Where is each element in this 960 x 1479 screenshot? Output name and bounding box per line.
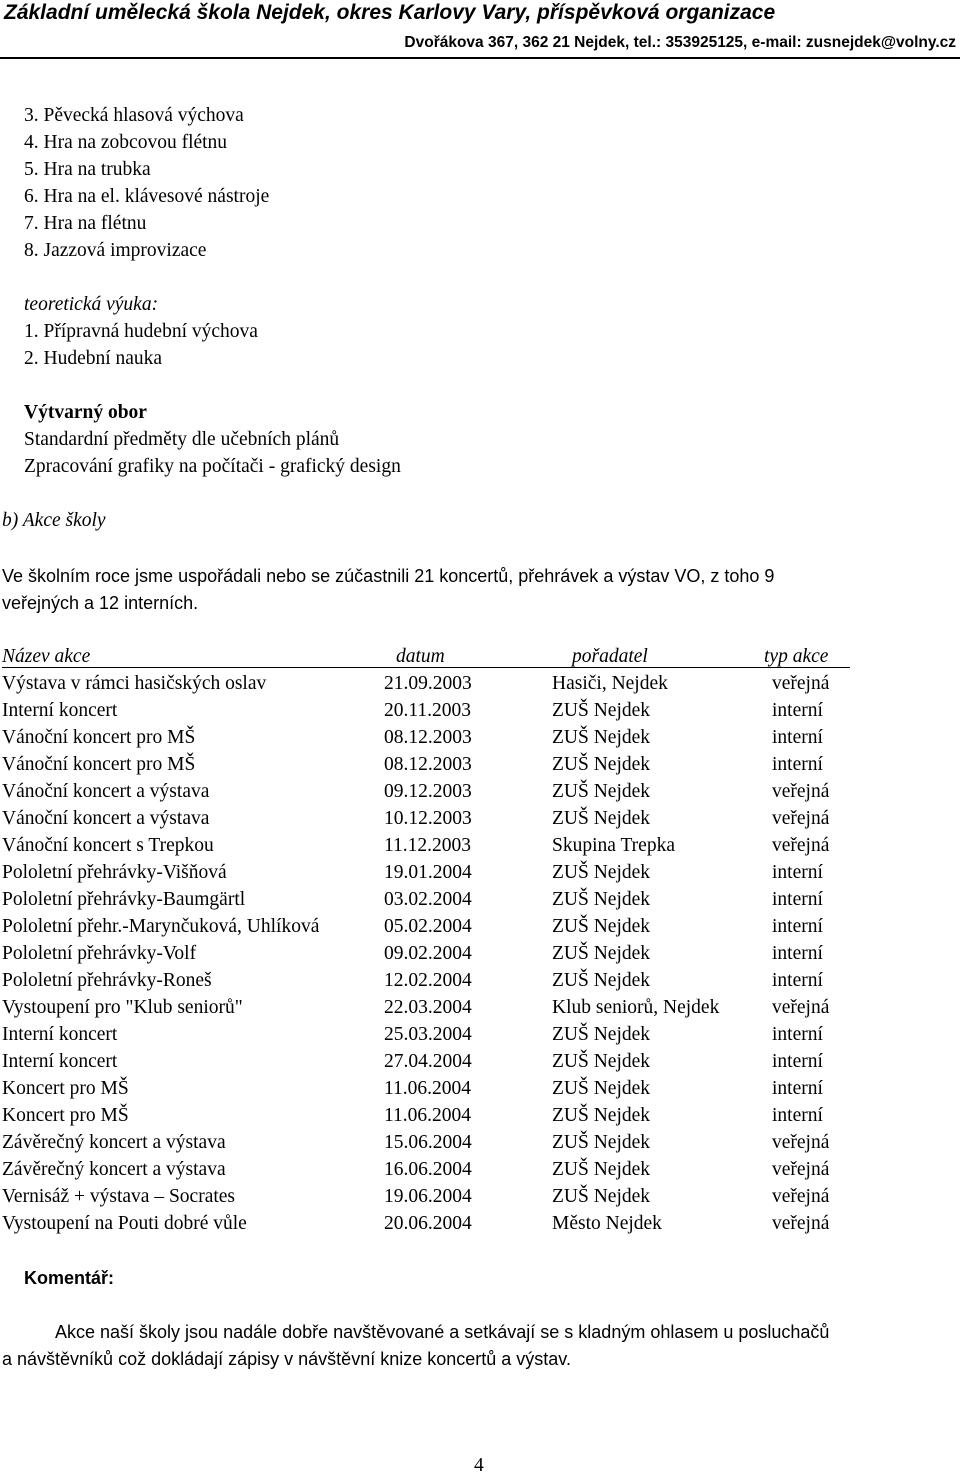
table-row	[0, 1021, 960, 1048]
list-item: 6. Hra na el. klávesové nástroje	[24, 186, 270, 207]
event-name: Interní koncert	[2, 700, 118, 721]
event-name: Pololetní přehr.-Marynčuková, Uhlíková	[2, 916, 320, 937]
event-type: interní	[772, 727, 823, 748]
header-divider	[0, 57, 960, 59]
event-organizer: Skupina Trepka	[552, 835, 675, 856]
event-organizer: ZUŠ Nejdek	[552, 781, 651, 802]
event-type: interní	[772, 916, 823, 937]
event-type: interní	[772, 862, 823, 883]
table-row	[0, 859, 960, 886]
column-header-name: Název akce	[2, 646, 91, 667]
table-row	[0, 1048, 960, 1075]
event-name: Pololetní přehrávky-Višňová	[2, 862, 227, 883]
school-address: Dvořákova 367, 362 21 Nejdek, tel.: 353925125, e-mail: zusnejdek@volny.cz	[404, 34, 956, 51]
table-row	[0, 886, 960, 913]
event-organizer: ZUŠ Nejdek	[552, 1024, 651, 1045]
event-type: interní	[772, 970, 823, 991]
event-organizer: ZUŠ Nejdek	[552, 754, 651, 775]
table-row	[0, 913, 960, 940]
list-item: 3. Pěvecká hlasová výchova	[24, 105, 244, 126]
event-type: interní	[772, 1105, 823, 1126]
event-date: 19.01.2004	[384, 862, 472, 883]
event-organizer: ZUŠ Nejdek	[552, 970, 651, 991]
table-row	[0, 994, 960, 1021]
event-date: 15.06.2004	[384, 1132, 472, 1153]
event-name: Pololetní přehrávky-Baumgärtl	[2, 889, 246, 910]
event-date: 09.02.2004	[384, 943, 472, 964]
event-name: Koncert pro MŠ	[2, 1105, 129, 1126]
event-organizer: ZUŠ Nejdek	[552, 1159, 651, 1180]
school-name-header: Základní umělecká škola Nejdek, okres Karlovy Vary, příspěvková organizace	[4, 1, 776, 24]
page-number: 4	[474, 1455, 484, 1476]
event-date: 16.06.2004	[384, 1159, 472, 1180]
table-row	[0, 697, 960, 724]
list-item: 1. Přípravná hudební výchova	[24, 321, 258, 342]
events-intro-line-2: veřejných a 12 interních.	[2, 593, 199, 613]
event-type: veřejná	[772, 673, 830, 694]
events-intro-line-1: Ve školním roce jsme uspořádali nebo se zúčastnili 21 koncertů, přehrávek a výstav VO, z toho 9	[2, 566, 775, 586]
table-header-underline	[2, 667, 850, 668]
event-type: interní	[772, 1024, 823, 1045]
event-name: Vánoční koncert a výstava	[2, 808, 210, 829]
list-item: Zpracování grafiky na počítači - grafický design	[24, 456, 401, 477]
table-row	[0, 805, 960, 832]
event-type: veřejná	[772, 808, 830, 829]
event-type: veřejná	[772, 835, 830, 856]
event-date: 11.12.2003	[384, 835, 472, 856]
event-type: veřejná	[772, 1213, 830, 1234]
event-organizer: ZUŠ Nejdek	[552, 1078, 651, 1099]
list-item: Standardní předměty dle učebních plánů	[24, 429, 340, 450]
table-row	[0, 967, 960, 994]
event-organizer: ZUŠ Nejdek	[552, 916, 651, 937]
column-header-organizer: pořadatel	[572, 646, 648, 667]
event-organizer: ZUŠ Nejdek	[552, 862, 651, 883]
event-date: 08.12.2003	[384, 727, 472, 748]
event-date: 27.04.2004	[384, 1051, 472, 1072]
event-name: Interní koncert	[2, 1024, 118, 1045]
comment-heading: Komentář:	[24, 1268, 115, 1288]
table-row	[0, 778, 960, 805]
list-item: 7. Hra na flétnu	[24, 213, 147, 234]
event-name: Vánoční koncert pro MŠ	[2, 754, 196, 775]
list-item: 8. Jazzová improvizace	[24, 240, 207, 261]
event-date: 10.12.2003	[384, 808, 472, 829]
table-row	[0, 1129, 960, 1156]
event-name: Vystoupení na Pouti dobré vůle	[2, 1213, 247, 1234]
event-date: 08.12.2003	[384, 754, 472, 775]
event-organizer: Hasiči, Nejdek	[552, 673, 668, 694]
event-organizer: ZUŠ Nejdek	[552, 943, 651, 964]
list-item: 5. Hra na trubka	[24, 159, 151, 180]
event-date: 05.02.2004	[384, 916, 472, 937]
event-name: Pololetní přehrávky-Volf	[2, 943, 197, 964]
table-row	[0, 1102, 960, 1129]
event-name: Vánoční koncert a výstava	[2, 781, 210, 802]
event-name: Vernisáž + výstava – Socrates	[2, 1186, 236, 1207]
event-name: Koncert pro MŠ	[2, 1078, 129, 1099]
table-row	[0, 724, 960, 751]
event-date: 21.09.2003	[384, 673, 472, 694]
event-type: veřejná	[772, 1159, 830, 1180]
event-name: Vánoční koncert s Trepkou	[2, 835, 214, 856]
event-type: interní	[772, 1078, 823, 1099]
event-organizer: ZUŠ Nejdek	[552, 889, 651, 910]
table-row	[0, 1075, 960, 1102]
column-header-date: datum	[396, 646, 445, 667]
table-row	[0, 1156, 960, 1183]
event-date: 09.12.2003	[384, 781, 472, 802]
event-type: veřejná	[772, 997, 830, 1018]
table-row	[0, 1183, 960, 1210]
event-name: Pololetní přehrávky-Roneš	[2, 970, 212, 991]
event-date: 25.03.2004	[384, 1024, 472, 1045]
event-organizer: ZUŠ Nejdek	[552, 700, 651, 721]
event-date: 20.11.2003	[384, 700, 472, 721]
theory-label: teoretická výuka:	[24, 294, 159, 315]
list-item: 4. Hra na zobcovou flétnu	[24, 132, 228, 153]
event-date: 19.06.2004	[384, 1186, 472, 1207]
event-date: 11.06.2004	[384, 1078, 472, 1099]
event-type: interní	[772, 754, 823, 775]
event-type: interní	[772, 889, 823, 910]
event-type: veřejná	[772, 1186, 830, 1207]
event-organizer: ZUŠ Nejdek	[552, 1051, 651, 1072]
event-name: Výstava v rámci hasičských oslav	[2, 673, 267, 694]
comment-line-2: a návštěvníků což dokládají zápisy v návštěvní knize koncertů a výstav.	[2, 1349, 571, 1369]
event-date: 11.06.2004	[384, 1105, 472, 1126]
column-header-type: typ akce	[764, 646, 829, 667]
event-organizer: ZUŠ Nejdek	[552, 1105, 651, 1126]
event-name: Interní koncert	[2, 1051, 118, 1072]
table-row	[0, 670, 960, 697]
event-name: Vystoupení pro "Klub seniorů"	[2, 997, 243, 1018]
comment-line-1: Akce naší školy jsou nadále dobře navštěvované a setkávají se s kladným ohlasem u posluchačů	[55, 1322, 830, 1342]
event-organizer: ZUŠ Nejdek	[552, 1132, 651, 1153]
event-organizer: Klub seniorů, Nejdek	[552, 997, 720, 1018]
event-name: Závěrečný koncert a výstava	[2, 1132, 226, 1153]
event-type: interní	[772, 700, 823, 721]
event-organizer: ZUŠ Nejdek	[552, 808, 651, 829]
table-row	[0, 1210, 960, 1237]
table-row	[0, 751, 960, 778]
event-date: 12.02.2004	[384, 970, 472, 991]
event-type: veřejná	[772, 781, 830, 802]
event-organizer: Město Nejdek	[552, 1213, 662, 1234]
event-organizer: ZUŠ Nejdek	[552, 1186, 651, 1207]
event-date: 03.02.2004	[384, 889, 472, 910]
table-row	[0, 832, 960, 859]
event-name: Vánoční koncert pro MŠ	[2, 727, 196, 748]
event-type: veřejná	[772, 1132, 830, 1153]
table-row	[0, 940, 960, 967]
list-item: 2. Hudební nauka	[24, 348, 163, 369]
event-type: interní	[772, 943, 823, 964]
event-organizer: ZUŠ Nejdek	[552, 727, 651, 748]
event-date: 22.03.2004	[384, 997, 472, 1018]
events-heading: b) Akce školy	[2, 510, 106, 531]
art-section-heading: Výtvarný obor	[24, 402, 147, 423]
event-date: 20.06.2004	[384, 1213, 472, 1234]
event-name: Závěrečný koncert a výstava	[2, 1159, 226, 1180]
event-type: interní	[772, 1051, 823, 1072]
